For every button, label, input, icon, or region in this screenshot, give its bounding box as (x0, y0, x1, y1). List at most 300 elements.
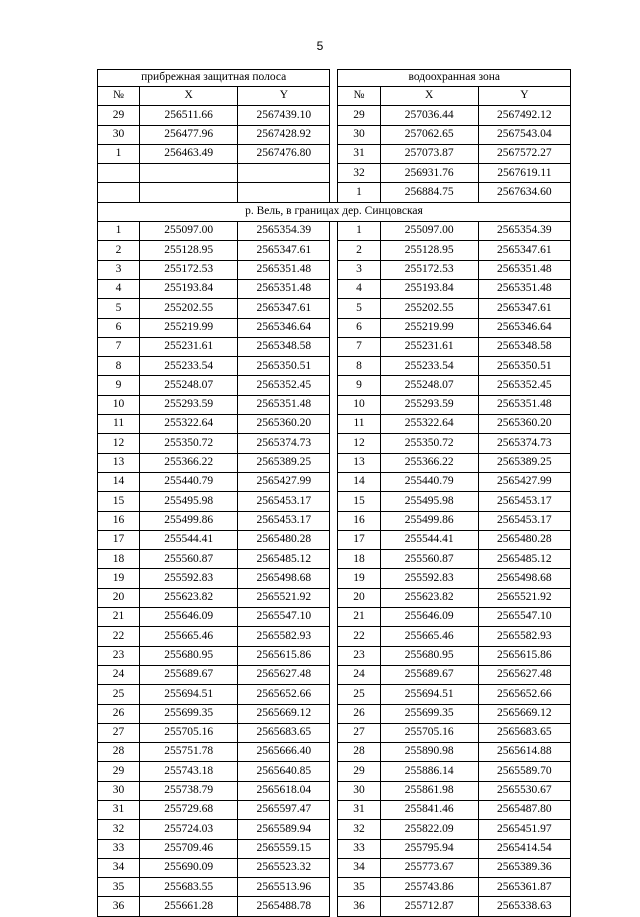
table-row (98, 800, 571, 819)
column-gap (330, 376, 338, 395)
right-x-cell: 255128.95 (380, 241, 478, 260)
right-x-cell: 255219.99 (380, 318, 478, 337)
table-row (98, 608, 571, 627)
column-gap (330, 800, 338, 819)
table-row (98, 164, 571, 183)
left-y-cell: 2565666.40 (238, 743, 330, 762)
table-row (98, 241, 571, 260)
left-x-cell: 255231.61 (140, 337, 238, 356)
column-gap (330, 665, 338, 684)
column-gap (330, 878, 338, 897)
left-y-cell: 2565354.39 (238, 222, 330, 241)
right-x-cell: 255440.79 (380, 472, 478, 491)
right-x-cell: 255097.00 (380, 222, 478, 241)
column-gap (330, 530, 338, 549)
left-y-cell (238, 164, 330, 183)
left-num-cell (98, 164, 140, 183)
right-x-cell: 255689.67 (380, 665, 478, 684)
left-num-cell: 7 (98, 337, 140, 356)
left-y-cell: 2565389.25 (238, 453, 330, 472)
column-gap (330, 781, 338, 800)
column-gap (330, 144, 338, 163)
right-y-cell: 2565354.39 (478, 222, 570, 241)
left-x-cell: 255709.46 (140, 839, 238, 858)
right-num-cell: 26 (338, 704, 380, 723)
right-y-cell: 2565485.12 (478, 550, 570, 569)
right-num-cell: 1 (338, 183, 380, 202)
right-x-cell: 255544.41 (380, 530, 478, 549)
left-y-cell: 2565351.48 (238, 395, 330, 414)
left-y-cell: 2565347.61 (238, 299, 330, 318)
right-y-cell: 2565582.93 (478, 627, 570, 646)
column-gap (330, 337, 338, 356)
left-x-cell: 255495.98 (140, 492, 238, 511)
left-num-cell: 27 (98, 723, 140, 742)
column-gap (330, 241, 338, 260)
column-gap (330, 627, 338, 646)
left-y-cell: 2565480.28 (238, 530, 330, 549)
right-num-cell: 30 (338, 781, 380, 800)
left-num-cell: 13 (98, 453, 140, 472)
table-row (98, 743, 571, 762)
column-gap (330, 299, 338, 318)
right-x-cell: 255202.55 (380, 299, 478, 318)
right-num-cell: 28 (338, 743, 380, 762)
left-num-cell: 20 (98, 588, 140, 607)
left-y-cell: 2565683.65 (238, 723, 330, 742)
left-y-cell: 2565453.17 (238, 511, 330, 530)
right-num-cell: 24 (338, 665, 380, 684)
right-y-cell: 2567634.60 (478, 183, 570, 202)
left-x-cell: 255248.07 (140, 376, 238, 395)
right-num-cell: 3 (338, 260, 380, 279)
left-y-cell: 2565582.93 (238, 627, 330, 646)
right-x-cell: 255231.61 (380, 337, 478, 356)
right-x-cell: 255699.35 (380, 704, 478, 723)
right-y-cell: 2565669.12 (478, 704, 570, 723)
column-gap (330, 897, 338, 916)
right-x-cell: 255592.83 (380, 569, 478, 588)
column-gap (330, 260, 338, 279)
left-num-cell: 17 (98, 530, 140, 549)
left-x-cell: 255690.09 (140, 858, 238, 877)
column-gap (330, 357, 338, 376)
right-x-cell: 255861.98 (380, 781, 478, 800)
right-x-cell: 255248.07 (380, 376, 478, 395)
right-num-cell: 32 (338, 164, 380, 183)
right-x-header: X (380, 87, 478, 106)
left-x-cell: 255665.46 (140, 627, 238, 646)
left-x-cell: 255646.09 (140, 608, 238, 627)
right-y-cell: 2567492.12 (478, 106, 570, 125)
left-num-cell: 18 (98, 550, 140, 569)
left-y-cell: 2565453.17 (238, 492, 330, 511)
left-num-cell: 24 (98, 665, 140, 684)
left-y-cell: 2565348.58 (238, 337, 330, 356)
table-row (98, 550, 571, 569)
right-x-cell: 255499.86 (380, 511, 478, 530)
left-y-cell: 2565513.96 (238, 878, 330, 897)
column-gap (330, 125, 338, 144)
table-row (98, 376, 571, 395)
left-y-cell: 2565597.47 (238, 800, 330, 819)
right-y-cell: 2565348.58 (478, 337, 570, 356)
left-y-cell (238, 183, 330, 202)
left-num-cell: 2 (98, 241, 140, 260)
left-y-cell: 2565374.73 (238, 434, 330, 453)
column-gap (330, 492, 338, 511)
right-num-cell: 14 (338, 472, 380, 491)
right-x-cell: 255773.67 (380, 858, 478, 877)
right-x-cell: 255680.95 (380, 646, 478, 665)
left-num-cell: 32 (98, 820, 140, 839)
left-y-cell: 2565559.15 (238, 839, 330, 858)
left-x-cell: 255743.18 (140, 762, 238, 781)
left-x-header: X (140, 87, 238, 106)
left-x-cell: 256477.96 (140, 125, 238, 144)
table-row (98, 492, 571, 511)
table-row (98, 395, 571, 414)
column-gap (330, 685, 338, 704)
left-num-cell: 28 (98, 743, 140, 762)
table-row (98, 588, 571, 607)
left-num-cell: 21 (98, 608, 140, 627)
right-y-cell: 2565360.20 (478, 415, 570, 434)
left-num-cell: 23 (98, 646, 140, 665)
column-gap (330, 87, 338, 106)
left-num-cell: 36 (98, 897, 140, 916)
right-y-cell: 2565347.61 (478, 299, 570, 318)
table-row (98, 704, 571, 723)
right-y-cell: 2565547.10 (478, 608, 570, 627)
column-gap (330, 434, 338, 453)
right-y-cell: 2565374.73 (478, 434, 570, 453)
right-num-cell: 5 (338, 299, 380, 318)
right-num-cell: 7 (338, 337, 380, 356)
table-row (98, 472, 571, 491)
left-x-cell: 255499.86 (140, 511, 238, 530)
column-gap (330, 279, 338, 298)
table-row (98, 144, 571, 163)
right-num-cell: 19 (338, 569, 380, 588)
left-x-cell: 255193.84 (140, 279, 238, 298)
left-x-cell: 255683.55 (140, 878, 238, 897)
left-num-cell: 25 (98, 685, 140, 704)
right-num-cell: 10 (338, 395, 380, 414)
left-num-cell: 35 (98, 878, 140, 897)
coordinates-table (97, 69, 571, 917)
left-num-cell: 33 (98, 839, 140, 858)
column-gap (330, 550, 338, 569)
right-x-cell: 255366.22 (380, 453, 478, 472)
left-y-cell: 2565652.66 (238, 685, 330, 704)
right-x-cell: 257062.65 (380, 125, 478, 144)
left-num-cell: 29 (98, 762, 140, 781)
right-x-cell: 255193.84 (380, 279, 478, 298)
left-y-cell: 2565346.64 (238, 318, 330, 337)
page-number: 5 (316, 39, 324, 53)
right-y-cell: 2565351.48 (478, 279, 570, 298)
right-x-cell: 255293.59 (380, 395, 478, 414)
left-x-cell: 255661.28 (140, 897, 238, 916)
section-row (98, 202, 571, 221)
column-gap (330, 183, 338, 202)
right-num-cell: 21 (338, 608, 380, 627)
left-x-cell: 255544.41 (140, 530, 238, 549)
left-y-cell: 2565347.61 (238, 241, 330, 260)
right-y-cell: 2565453.17 (478, 511, 570, 530)
right-y-cell: 2565338.63 (478, 897, 570, 916)
right-y-cell: 2565683.65 (478, 723, 570, 742)
left-y-cell: 2565615.86 (238, 646, 330, 665)
right-x-cell: 257036.44 (380, 106, 478, 125)
right-x-cell: 255705.16 (380, 723, 478, 742)
column-gap (330, 318, 338, 337)
right-y-cell: 2565346.64 (478, 318, 570, 337)
right-y-cell: 2565453.17 (478, 492, 570, 511)
left-y-cell: 2565521.92 (238, 588, 330, 607)
left-y-cell: 2565427.99 (238, 472, 330, 491)
right-x-cell: 255795.94 (380, 839, 478, 858)
right-num-header: № (338, 87, 380, 106)
right-num-cell: 18 (338, 550, 380, 569)
left-num-cell: 14 (98, 472, 140, 491)
right-num-cell: 27 (338, 723, 380, 742)
column-gap (330, 70, 338, 87)
right-x-cell: 255495.98 (380, 492, 478, 511)
right-num-cell: 12 (338, 434, 380, 453)
column-gap (330, 762, 338, 781)
right-num-cell: 29 (338, 762, 380, 781)
right-x-cell: 255743.86 (380, 878, 478, 897)
right-x-cell: 255233.54 (380, 357, 478, 376)
right-num-cell: 8 (338, 357, 380, 376)
right-num-cell: 11 (338, 415, 380, 434)
right-y-cell: 2565361.87 (478, 878, 570, 897)
table-row (98, 820, 571, 839)
table-row (98, 781, 571, 800)
left-num-cell: 5 (98, 299, 140, 318)
right-x-cell: 255665.46 (380, 627, 478, 646)
right-x-cell: 256884.75 (380, 183, 478, 202)
left-x-cell: 255366.22 (140, 453, 238, 472)
right-num-cell: 1 (338, 222, 380, 241)
left-y-cell: 2567439.10 (238, 106, 330, 125)
right-y-cell: 2565351.48 (478, 395, 570, 414)
right-num-cell: 2 (338, 241, 380, 260)
right-y-cell: 2565487.80 (478, 800, 570, 819)
table-row (98, 106, 571, 125)
right-num-cell: 32 (338, 820, 380, 839)
left-num-cell: 1 (98, 222, 140, 241)
left-num-cell: 30 (98, 125, 140, 144)
right-num-cell: 4 (338, 279, 380, 298)
table-row (98, 839, 571, 858)
right-y-cell: 2565615.86 (478, 646, 570, 665)
column-gap (330, 743, 338, 762)
left-x-cell: 255219.99 (140, 318, 238, 337)
right-x-cell: 255822.09 (380, 820, 478, 839)
right-y-cell: 2565350.51 (478, 357, 570, 376)
column-gap (330, 511, 338, 530)
left-x-cell: 255440.79 (140, 472, 238, 491)
table-row (98, 183, 571, 202)
table-row (98, 627, 571, 646)
right-num-cell: 16 (338, 511, 380, 530)
left-num-cell: 19 (98, 569, 140, 588)
left-x-cell: 255705.16 (140, 723, 238, 742)
table-row (98, 415, 571, 434)
right-x-cell: 257073.87 (380, 144, 478, 163)
left-x-cell: 255623.82 (140, 588, 238, 607)
left-num-cell (98, 183, 140, 202)
right-num-cell: 33 (338, 839, 380, 858)
table-row (98, 858, 571, 877)
left-y-cell: 2565360.20 (238, 415, 330, 434)
left-y-cell: 2565523.32 (238, 858, 330, 877)
left-num-cell: 29 (98, 106, 140, 125)
left-x-cell: 255128.95 (140, 241, 238, 260)
column-gap (330, 820, 338, 839)
left-y-cell: 2565547.10 (238, 608, 330, 627)
left-x-cell: 255738.79 (140, 781, 238, 800)
left-x-cell: 256511.66 (140, 106, 238, 125)
right-num-cell: 31 (338, 800, 380, 819)
left-num-cell: 10 (98, 395, 140, 414)
right-num-cell: 36 (338, 897, 380, 916)
column-gap (330, 395, 338, 414)
left-y-cell: 2565350.51 (238, 357, 330, 376)
left-num-cell: 4 (98, 279, 140, 298)
left-x-cell (140, 183, 238, 202)
table-row (98, 511, 571, 530)
column-gap (330, 858, 338, 877)
right-y-cell: 2565389.36 (478, 858, 570, 877)
column-gap (330, 588, 338, 607)
table-row (98, 878, 571, 897)
left-section-header: прибрежная защитная полоса (98, 70, 330, 87)
right-num-cell: 6 (338, 318, 380, 337)
right-num-cell: 13 (338, 453, 380, 472)
left-y-cell: 2565352.45 (238, 376, 330, 395)
right-y-cell: 2565498.68 (478, 569, 570, 588)
right-num-cell: 25 (338, 685, 380, 704)
right-y-cell: 2565652.66 (478, 685, 570, 704)
left-num-cell: 34 (98, 858, 140, 877)
right-y-cell: 2565530.67 (478, 781, 570, 800)
left-x-cell: 255560.87 (140, 550, 238, 569)
left-y-cell: 2565669.12 (238, 704, 330, 723)
left-y-cell: 2565627.48 (238, 665, 330, 684)
left-x-cell: 255592.83 (140, 569, 238, 588)
right-y-cell: 2565389.25 (478, 453, 570, 472)
right-x-cell: 255623.82 (380, 588, 478, 607)
right-y-cell: 2565480.28 (478, 530, 570, 549)
right-x-cell: 255560.87 (380, 550, 478, 569)
left-x-cell: 255202.55 (140, 299, 238, 318)
right-x-cell: 255646.09 (380, 608, 478, 627)
left-num-cell: 8 (98, 357, 140, 376)
left-x-cell: 255724.03 (140, 820, 238, 839)
table-row (98, 222, 571, 241)
left-y-cell: 2565589.94 (238, 820, 330, 839)
left-num-cell: 31 (98, 800, 140, 819)
left-num-cell: 1 (98, 144, 140, 163)
right-y-cell: 2565347.61 (478, 241, 570, 260)
right-x-cell: 255886.14 (380, 762, 478, 781)
right-x-cell: 255694.51 (380, 685, 478, 704)
right-x-cell: 255712.87 (380, 897, 478, 916)
left-num-cell: 3 (98, 260, 140, 279)
left-x-cell: 255751.78 (140, 743, 238, 762)
left-y-cell: 2567428.92 (238, 125, 330, 144)
table-row (98, 530, 571, 549)
right-y-header: Y (478, 87, 570, 106)
column-gap (330, 569, 338, 588)
left-num-header: № (98, 87, 140, 106)
left-num-cell: 15 (98, 492, 140, 511)
left-x-cell: 255172.53 (140, 260, 238, 279)
right-num-cell: 9 (338, 376, 380, 395)
right-x-cell: 256931.76 (380, 164, 478, 183)
left-num-cell: 22 (98, 627, 140, 646)
left-num-cell: 16 (98, 511, 140, 530)
column-gap (330, 646, 338, 665)
table-row (98, 279, 571, 298)
left-y-cell: 2565640.85 (238, 762, 330, 781)
column-gap (330, 704, 338, 723)
right-num-cell: 17 (338, 530, 380, 549)
left-num-cell: 30 (98, 781, 140, 800)
right-y-cell: 2565589.70 (478, 762, 570, 781)
right-x-cell: 255890.98 (380, 743, 478, 762)
table-row (98, 762, 571, 781)
table-row (98, 569, 571, 588)
table-row (98, 434, 571, 453)
table-row (98, 357, 571, 376)
left-y-cell: 2567476.80 (238, 144, 330, 163)
right-num-cell: 22 (338, 627, 380, 646)
table-row (98, 125, 571, 144)
right-num-cell: 15 (338, 492, 380, 511)
left-num-cell: 6 (98, 318, 140, 337)
table-row (98, 646, 571, 665)
column-gap (330, 415, 338, 434)
table-row (98, 665, 571, 684)
left-x-cell: 256463.49 (140, 144, 238, 163)
column-gap (330, 839, 338, 858)
left-x-cell: 255689.67 (140, 665, 238, 684)
right-y-cell: 2565427.99 (478, 472, 570, 491)
left-x-cell: 255293.59 (140, 395, 238, 414)
right-y-cell: 2565451.97 (478, 820, 570, 839)
table-row (98, 723, 571, 742)
table-row (98, 318, 571, 337)
right-num-cell: 23 (338, 646, 380, 665)
left-y-cell: 2565488.78 (238, 897, 330, 916)
right-x-cell: 255841.46 (380, 800, 478, 819)
left-y-cell: 2565618.04 (238, 781, 330, 800)
column-gap (330, 472, 338, 491)
table-row (98, 453, 571, 472)
left-x-cell: 255350.72 (140, 434, 238, 453)
right-section-header: водоохранная зона (338, 70, 571, 87)
right-y-cell: 2565352.45 (478, 376, 570, 395)
left-x-cell: 255699.35 (140, 704, 238, 723)
left-y-cell: 2565485.12 (238, 550, 330, 569)
left-num-cell: 9 (98, 376, 140, 395)
left-y-cell: 2565498.68 (238, 569, 330, 588)
